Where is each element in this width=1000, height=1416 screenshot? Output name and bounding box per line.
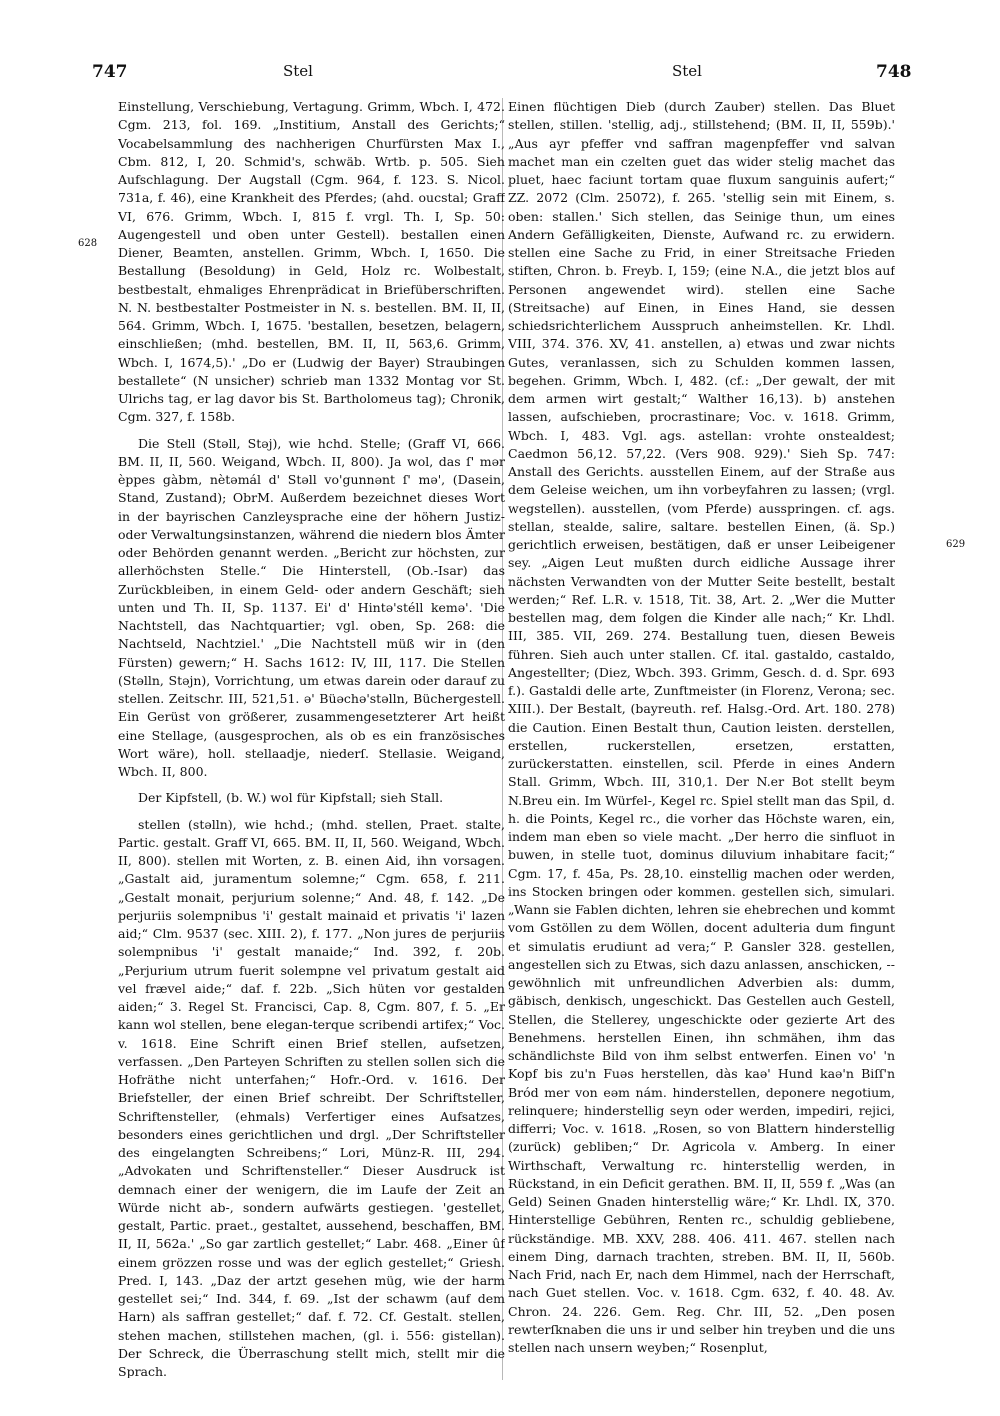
entry-paragraph: Der Kipfstell, (b. W.) wol für Kipfstall; sieh Stall. [138, 790, 444, 806]
entry-paragraph: Die Stell (Stəll, Stəj), wie hchd. Stelle; (Graff VI, 666. BM. II, II, 560. Weigand, Wbch. II, 800). Ja wol, das ſ' mər èppes gàbm, nètəmál d' Stəll vo'gunnənt ſ' mə', (Dasein, Stand, Zustand); ObrM. Außerdem bezeichnet dieses Wort in der bayrischen Canzleysprache eine der höhern Justiz- oder Verwaltungsinstanzen, während die niedern blos Ämter oder Behörden genannt werden. „Bericht zur höchsten, zur allerhöchsten Stelle.“ Die Hinterstell, (Ob.-Isar) das Zurückbleiben, in einem Geld- oder andern Geschäft; sieh unten und Th. II, Sp. 1137. Ei' d' Hintə'stéll kemə'. 'Die Nachtstell, das Nachtquartier; vgl. oben, Sp. 268: die Nachtseld, Nachtziel.' „Die Nachtstell müß wir in (den Fürsten) gewern;“ H. Sachs 1612: IV, III, 117. Die Stellen (Stəlln, Stəjn), Vorrichtung, um etwas darein oder darauf zu stellen. Zeitschr. III, 521,51. ə' Büəchə'stəlln, Büchergestell. Ein Gerüst von größerer, zusammengesetzterer Art heißt eine Stellage, (ausgesprochen, als ob es ein französisches Wort wäre), holl. stellaadje, niederſ. Stellasie. Weigand, Wbch. II, 800. [118, 435, 505, 779]
entry-paragraph: Einstellung, Verschiebung, Vertagung. Grimm, Wbch. I, 472. Cgm. 213, fol. 169. „Institium, Anstall des Gerichts;“ Vocabelsammlung des nachherigen Churfürsten Max I., Cbm. 812, I, 20. Schmid's, schwäb. Wrtb. p. 505. Sieh Aufschlagung. Der Augstall (Cgm. 964, f. 123. S. Nicol. 731a, f. 46), eine Krankheit des Pferdes; (ahd. oucstal; Graff VI, 676. Grimm, Wbch. I, 815 f. vrgl. Th. I, Sp. 50: Augengestell und oben unter Gestell). bestallen einen Diener, Beamten, anstellen. Grimm, Wbch. I, 1650. Die Bestallung (Besoldung) in Geld, Holz rc. Wolbestalt, bestbestalt, ehmaliges Ehrenprädicat in Briefüberschriften. N. N. bestbestalter Postmeister in N. s. bestellen. BM. II, II, 564. Grimm, Wbch. I, 1675. 'bestallen, besetzen, belagern, einschließen; (mhd. bestellen, BM. II, II, 563,6. Grimm, Wbch. I, 1674,5).' „Do er (Ludwig der Bayer) Straubingen bestallete“ (N unsicher) schrieb man 1332 Montag vor St. Ulrichs tag, er lag davor bis St. Bartholomeus tag); Chronik, Cgm. 327, f. 158b. [118, 99, 505, 425]
left-column [118, 98, 505, 1378]
margin-column-number-right: 629 [946, 539, 966, 550]
page-number-right: 748 [876, 62, 912, 82]
entry-paragraph: Einen flüchtigen Dieb (durch Zauber) stellen. Das Bluet stellen, stillen. 'stellig, adj., stillstehend; (BM. II, II, 559b).' „Aus ayr pfeffer vnd saffran magenpfeffer vnd salvan machet man ein czelten guet das wider stelig machet das pluet, haec faciunt tortam quae fluxum sanguinis aufert;“ ZZ. 2072 (Clm. 25072), f. 265. 'stellig sein mit Einem, s. oben: stallen.' Sich stellen, das Seinige thun, um eines Andern Gefälligkeiten, Dienste, Aufwand rc. zu erwidern. stellen eine Sache zu Frid, in einer Streitsache Frieden stiften, Chron. b. Freyb. I, 159; (eine N.A., die jetzt blos auf Personen angewendet wird). stellen eine Sache (Streitsache) auf Einen, in Eines Hand, sie dessen schiedsrichterlichem Ausspruch anheimstellen. Kr. Lhdl. VIII, 374. 376. XV, 41. anstellen, a) etwas und zwar nichts Gutes, veranlassen, sich zu Schulden kommen lassen, begehen. Grimm, Wbch. I, 482. (cf.: „Der gewalt, der mit dem armen wirt gestalt;“ Walther 16,13). b) anstehen lassen, aufschieben, procrastinare; Voc. v. 1618. Grimm, Wbch. I, 483. Vgl. ags. astellan: vrohte onstealdest; Caedmon 56,12. 57,22. (Vers 908. 929).' Sieh Sp. 747: Anstall des Gerichts. ausstellen Einem, auf der Straße aus dem Geleise weichen, um ihn vorbeyfahren zu lassen; (vrgl. wegstellen). ausstellen, (vom Pferde) ausspringen. cf. ags. stellan, stealde, salire, saltare. bestellen Einen, (ä. Sp.) gerichtlich erweisen, bestätigen, daß er unser Leibeigener sey. „Aigen Leut mußten durch eidliche Aussage ihrer nächsten Verwandten von der Mutter Seite bestellt, bestalt werden;“ Ref. L.R. v. 1518, Tit. 38, Art. 2. „Wer die Mutter bestellen mag, dem folgen die Kinder alle nach;“ Kr. Lhdl. III, 385. VII, 269. 274. Bestallung tuen, diesen Beweis führen. Sieh auch unter stallen. Cf. ital. gastaldo, castaldo, Angestellter; (Diez, Wbch. 393. Grimm, Gesch. d. d. Spr. 693 f.). Gastaldi delle arte, Zunftmeister (in Florenz, Verona; sec. XIII.). Der Bestalt, (bayreuth. ref. Halsg.-Ord. Art. 180. 278) die Caution. Einen Bestalt thun, Caution leisten. derstellen, erstellen, ruckerstellen, ersetzen, erstatten, zurückerstatten. einstellen, scil. Pferde in eines Andern Stall. Grimm, Wbch. III, 310,1. Der N.er Bot stellt beym N.Breu ein. Im Würfel-, Kegel rc. Spiel stellt man das Spil, d. h. die Points, Kegel rc., die vorher das Höchste waren, ein, indem man eben so viele macht. „Der herro die sinfluot in buwen, in stelle tuot, dominus diluvium inhabitare facit;“ Cgm. 17, f. 45a, Ps. 28,10. einstellig machen oder werden, ins Stocken bringen oder kommen. gestellen sich, simulari. „Wann sie Fablen dichten, lehren sie ehebrechen und kommt vom Gstöllen zu dem Wöllen, docent adulteria dum fingunt et simulatis erudiunt ad vera;“ P. Gansler 328. gestellen, angestellen sich zu Etwas, sich dazu anlassen, anschicken, -- gewöhnlich mit unfreundlichen Adverbien als: dumm, gäbisch, denkisch, ungeschickt. Das Gestellen auch Gestell, Stellen, die Stellerey, ungeschickte oder gezierte Art des Benehmens. herstellen Einen, ihn schmähen, ihm das schändlichste Bild von ihm selbst entwerfen. Einen vo' 'n Kopf bis zu'n Fuəs herstellen, dàs kaə' Hund kaə'n Biſſ'n Bród mer von eəm nám. hinderstellen, deponere negotium, relinquere; hinderstellig seyn oder werden, impediri, rejici, differri; Voc. v. 1618. „Rosen, so von Blattern hinderstellig (zurück) gebliben;“ Dr. Agricola v. Amberg. In einer Wirthschaft, Verwaltung rc. hinterstellig werden, in Rückstand, in ein Deficit gerathen. BM. II, II, 559 f. „Was (an Geld) Seinen Gnaden hinterstellig wäre;“ Kr. Lhdl. IX, 370. Hinterstellige Gebühren, Renten rc., schuldig gebliebene, rückständige. MB. XXV, 288. 406. 411. 467. stellen nach einem Ding, darnach trachten, streben. BM. II, II, 560b. Nach Frid, nach Er, nach dem Himmel, nach der Herrschaft, nach Guet stellen. Voc. v. 1618. Cgm. 632, f. 40. 48. Av. Chron. 24. 226. Gem. Reg. Chr. III, 52. „Den posen rewterſknaben die uns ir und selber hin treyben und die uns stellen nach unsern weyben;“ Rosenplut, [508, 99, 895, 1355]
right-column [508, 98, 895, 1378]
running-head-right: Stel [672, 62, 702, 80]
page-number-left: 747 [92, 62, 128, 82]
margin-column-number-left: 628 [78, 238, 98, 249]
running-head-left: Stel [283, 62, 313, 80]
entry-paragraph: stellen (stəlln), wie hchd.; (mhd. stellen, Praet. stalte, Partic. gestalt. Graff VI, 665. BM. II, II, 560. Weigand, Wbch. II, 800). stellen mit Worten, z. B. einen Aid, ihn vorsagen. „Gastalt aid, juramentum solemne;“ Cgm. 658, f. 211. „Gestalt monait, perjurium solenne;“ And. 48, f. 142. „De perjuriis solempnibus 'i' gestalt mainaid et privatis 'i' lazen aid;“ Clm. 9537 (sec. XIII. 2), f. 177. „Non jures de perjuriis solempnibus 'i' gestalt manaide;“ Ind. 392, f. 20b. „Perjurium utrum fuerit solempne vel privatum gestalt aid vel frævel aide;“ daf. f. 22b. „Sich hüten vor gestalden aiden;“ 3. Regel St. Francisci, Cap. 8, Cgm. 807, f. 5. „Er kann wol stellen, bene elegan-terque scribendi artifex;“ Voc. v. 1618. Eine Schrift einen Brief stellen, aufsetzen, verfassen. „Den Parteyen Schriften zu stellen sollen sich die Hofräthe nicht unterfahen;“ Hofr.-Ord. v. 1616. Der Briefsteller, der einen Brief schreibt. Der Schriftsteller, Schriftensteller, (ehmals) Verfertiger eines Aufsatzes, besonders eines gerichtlichen und drgl. „Der Schriftsteller des eingelangten Schreibens;“ Lori, Münz-R. III, 294. „Advokaten und Schriftensteller.“ Dieser Ausdruck ist demnach einer der wenigern, die im Laufe der Zeit an Würde nicht ab-, sondern aufwärts gestiegen. 'gestellet, gestalt, Partic. praet., gestaltet, aussehend, beschaffen, BM. II, II, 562a.' „So gar zartlich gestellet;“ Labr. 468. „Einer ûf einem grözzen rosse und was der eglich gestellet;“ Griesh. Pred. I, 143. „Daz der artzt gesehen müg, wie der harm gestellet sei;“ Ind. 344, f. 69. „Ist der schawm (auf dem Harn) als saffran gestellet;“ daf. f. 72. Cf. Gestalt. stellen, stehen machen, stillstehen machen, (gl. i. 556: gistellan). Der Schreck, die Überraschung stellt mich, stellt mir die Sprach. [118, 816, 505, 1378]
